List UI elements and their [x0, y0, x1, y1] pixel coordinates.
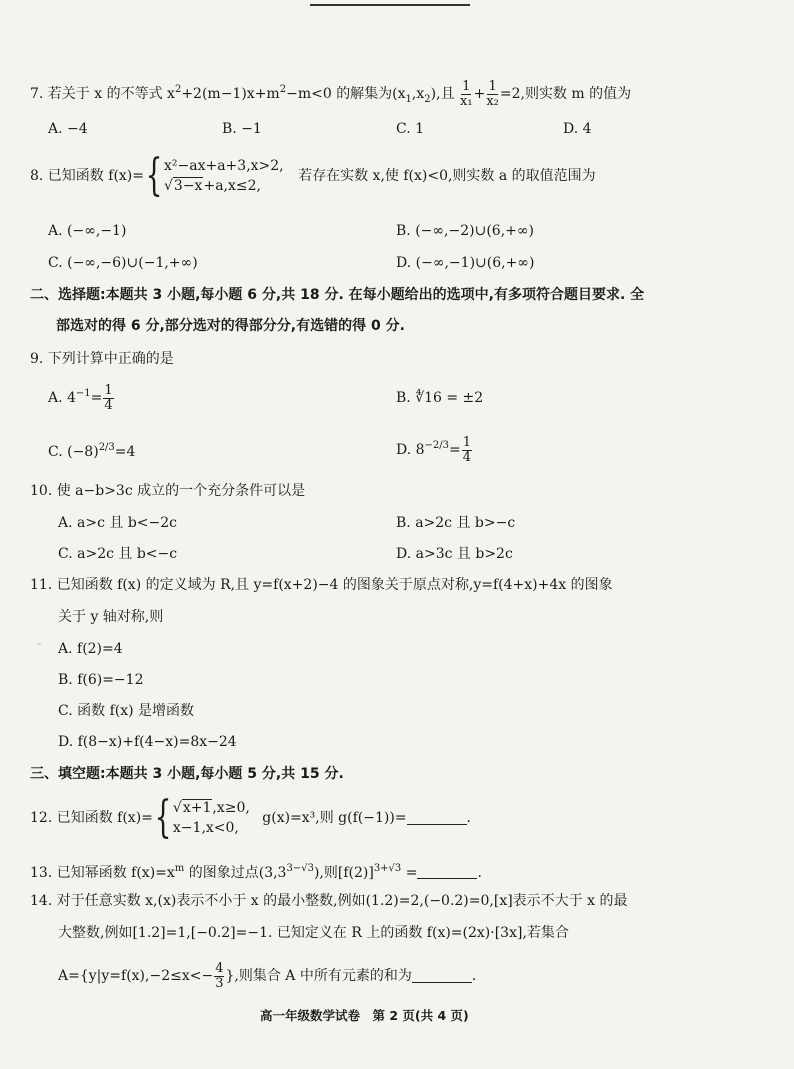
section-2-heading-cont: 部选对的得 6 分,部分选对的得部分分,有选错的得 0 分. — [56, 318, 405, 334]
q13-stem: 13. 已知幂函数 $f(x)=x^m$ 的图象过点$(3,3^{3-√3})$,则$[f(2)]^{3+√3}$ = . — [30, 863, 482, 881]
q10-stem: 10. 使 a−b>3c 成立的一个充分条件可以是 — [30, 483, 306, 499]
q7-stem-text: 7. 若关于 x 的不等式 x — [30, 86, 175, 103]
smudge-mark: ˜ — [36, 642, 42, 656]
q10-option-c: C. a>2c 且 b<−c — [58, 546, 178, 562]
q8-option-c: C. (−∞,−6)∪(−1,+∞) — [48, 255, 198, 271]
q8-brace: { — [145, 150, 163, 201]
q9-option-d: D. $8^{-2/3}=$ $\frac{1}{4}$ — [396, 435, 472, 465]
q14-answer-blank[interactable] — [412, 970, 472, 983]
q9-option-b: B. ∜16 = ±2 — [396, 390, 484, 406]
q10-option-b: B. a>2c 且 b>−c — [396, 515, 516, 531]
q7-option-c: C. 1 — [396, 121, 425, 137]
q7-stem-text: =2,则实数 m 的值为 — [499, 86, 632, 103]
q12-case-1: √x+1,x≥0, — [172, 799, 250, 816]
page-footer: 高一年级数学试卷 第 2 页(共 4 页) — [260, 1008, 469, 1023]
q12-stem: 12. 已知函数 f(x)={ √x+1,x≥0, x−1,x<0, g(x)=x³,则 g(f(−1))= . — [30, 792, 471, 843]
q7-superscript: 2 — [279, 84, 287, 96]
q7-subscript: 2 — [424, 94, 431, 106]
q8-option-a: A. (−∞,−1) — [48, 223, 127, 239]
q7-stem-text: ),且 — [430, 86, 455, 103]
q11-option-b: B. f(6)=−12 — [58, 672, 144, 688]
q13-answer-blank[interactable] — [417, 866, 477, 879]
q8-stem-text: 若存在实数 x,使 f(x)<0,则实数 a 的取值范围为 — [298, 168, 596, 184]
q8-option-d: D. (−∞,−1)∪(6,+∞) — [396, 255, 535, 271]
q8-stem-text: 8. 已知函数 f(x)= — [30, 168, 144, 184]
section-2-heading: 二、选择题:本题共 3 小题,每小题 6 分,共 18 分. 在每小题给出的选项中,有多项符合题目要求. 全 — [30, 287, 645, 303]
q12-brace: { — [154, 792, 172, 843]
q7-plus: + — [473, 86, 486, 103]
q8-option-b: B. (−∞,−2)∪(6,+∞) — [396, 223, 534, 239]
q9-stem: 9. 下列计算中正确的是 — [30, 351, 174, 367]
q7-option-b: B. −1 — [222, 121, 262, 137]
q7-stem — [30, 80, 631, 108]
q8-case-1: x²−ax+a+3,x>2, — [164, 157, 284, 174]
q9-option-a: A. $4^{-1}=$ $\frac{1}{4}$ — [48, 383, 113, 413]
top-rule — [310, 0, 470, 6]
q10-option-d: D. a>3c 且 b>2c — [396, 546, 513, 562]
q11-option-a: A. f(2)=4 — [58, 641, 123, 657]
q7-stem-text: ,x — [411, 86, 425, 103]
q11-option-d: D. f(8−x)+f(4−x)=8x−24 — [58, 734, 237, 750]
q12-case-2: x−1,x<0, — [172, 820, 239, 836]
q7-fraction-2: $\frac{1}{\text{x₂}}$ — [486, 79, 499, 109]
q7-option-d: D. 4 — [563, 121, 592, 137]
q7-subscript: 1 — [405, 94, 412, 106]
q8-stem — [30, 150, 596, 201]
q12-stem-text: g(x)=x³,则 g(f(−1))= — [262, 810, 407, 826]
q11-stem: 11. 已知函数 f(x) 的定义域为 R,且 y=f(x+2)−4 的图象关于原点对称,y=f(4+x)+4x 的图象 — [30, 577, 613, 593]
q7-superscript: 2 — [174, 84, 182, 96]
q12-answer-blank[interactable] — [407, 812, 467, 825]
q10-option-a: A. a>c 且 b<−2c — [58, 515, 177, 531]
q11-stem-cont: 关于 y 轴对称,则 — [58, 609, 164, 625]
q8-case-2: √3−x+a,x≤2, — [164, 178, 261, 194]
q11-option-c: C. 函数 f(x) 是增函数 — [58, 703, 195, 719]
q8-piecewise — [164, 156, 284, 197]
q14-stem: 14. 对于任意实数 x,(x)表示不小于 x 的最小整数,例如(1.2)=2,(−0.2)=0,[x]表示不大于 x 的最 — [30, 893, 628, 909]
section-3-heading: 三、填空题:本题共 3 小题,每小题 5 分,共 15 分. — [30, 766, 344, 782]
q9-option-c: C. $(-8)^{2/3}=4$ — [48, 442, 136, 460]
q7-stem-text: −m<0 的解集为(x — [286, 86, 406, 103]
q14-stem-cont-2: A={y|y=f(x),−2≤x<− $\frac{4}{3}$ },则集合 A 中所有元素的和为 . — [58, 961, 477, 991]
q7-option-a: A. −4 — [48, 121, 88, 137]
q7-fraction-1: $\frac{1}{\text{x₁}}$ — [460, 79, 473, 109]
q12-piecewise — [173, 798, 250, 839]
q14-stem-cont: 大整数,例如[1.2]=1,[−0.2]=−1. 已知定义在 R 上的函数 f(x)=(2x)·[3x],若集合 — [58, 925, 569, 941]
q12-stem-text: 12. 已知函数 f(x)= — [30, 810, 153, 826]
q7-stem-text: +2(m−1)x+m — [181, 86, 280, 103]
